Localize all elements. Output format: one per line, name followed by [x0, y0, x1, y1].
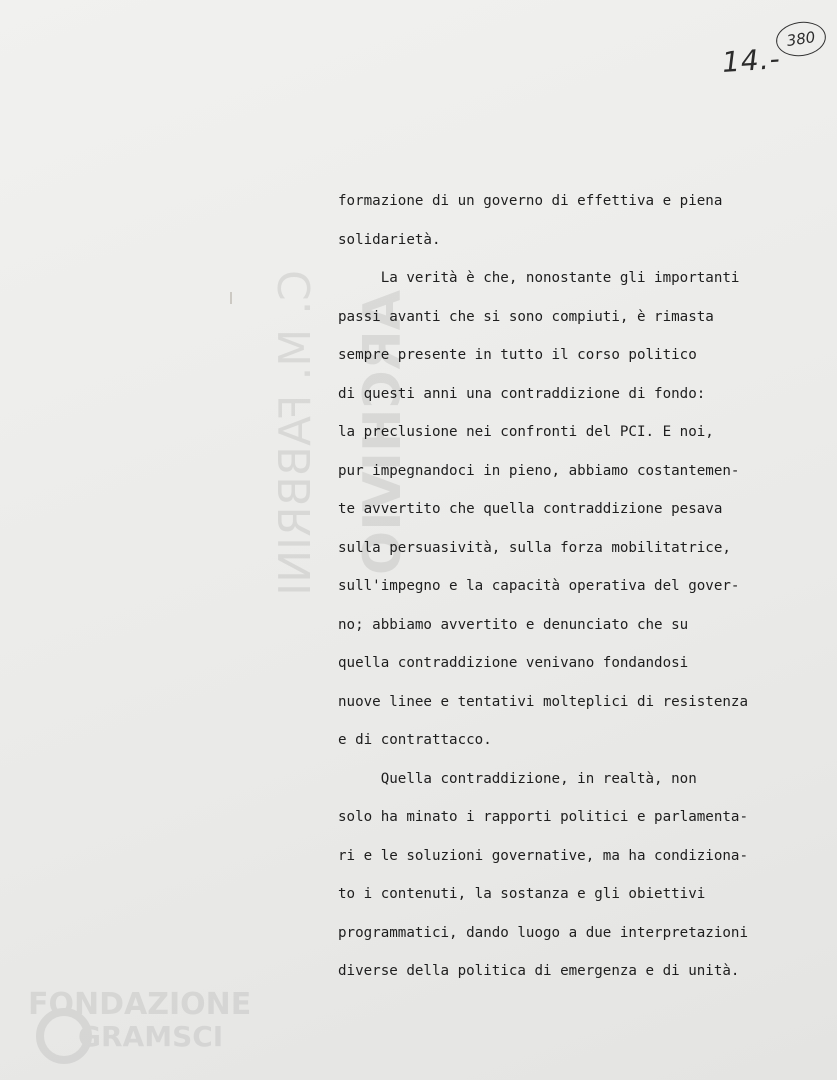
- text-line: di questi anni una contraddizione di fondo:: [338, 385, 706, 402]
- stamp-text-2: ARCHIVIO: [353, 290, 413, 576]
- watermark-line-2: GRAMSCI: [78, 1020, 224, 1053]
- text-line: e di contrattacco.: [338, 732, 492, 748]
- text-line: ri e le soluzioni governative, ma ha condiziona-: [338, 847, 748, 864]
- text-line: Quella contraddizione, in realtà, non: [338, 770, 697, 787]
- text-line: te avvertito che quella contraddizione pesava: [338, 501, 723, 517]
- watermark-line-1: FONDAZIONE: [28, 987, 252, 1022]
- text-line: solo ha minato i rapporti politici e parlamenta-: [338, 809, 748, 825]
- text-line: formazione di un governo di effettiva e piena: [338, 193, 723, 209]
- watermark-emblem: [40, 1012, 88, 1060]
- text-line: passi avanti che si sono compiuti, è rimasta: [338, 308, 714, 325]
- text-line: diverse della politica di emergenza e di unità.: [338, 963, 740, 979]
- typewritten-text: [338, 182, 818, 991]
- text-line: la preclusione nei confronti del PCI. E noi,: [338, 424, 714, 440]
- paper-speck: [230, 292, 232, 304]
- text-line: La verità è che, nonostante gli importanti: [338, 270, 740, 286]
- text-line: sempre presente in tutto il corso politico: [338, 347, 697, 363]
- text-line: programmatici, dando luogo a due interpretazioni: [338, 924, 748, 941]
- text-line: quella contraddizione venivano fondandosi: [338, 655, 689, 671]
- text-line: sulla persuasività, sulla forza mobilitatrice,: [338, 539, 731, 556]
- text-line: no; abbiamo avvertito e denunciato che su: [338, 616, 689, 633]
- text-line: solidarietà.: [338, 231, 441, 248]
- text-line: to i contenuti, la sostanza e gli obiettivi: [338, 886, 706, 902]
- text-line: pur impegnandoci in pieno, abbiamo costantemen-: [338, 462, 740, 479]
- text-line: nuove linee e tentativi molteplici di resistenza: [338, 693, 748, 710]
- handwritten-page-number: 14.-: [720, 41, 782, 80]
- stamp-text-1: C. M. FABBRINI: [270, 270, 321, 596]
- foundation-watermark-logo: [0, 972, 260, 1080]
- circled-archive-number: 380: [774, 19, 828, 60]
- text-line: sull'impegno e la capacità operativa del gover-: [338, 578, 740, 594]
